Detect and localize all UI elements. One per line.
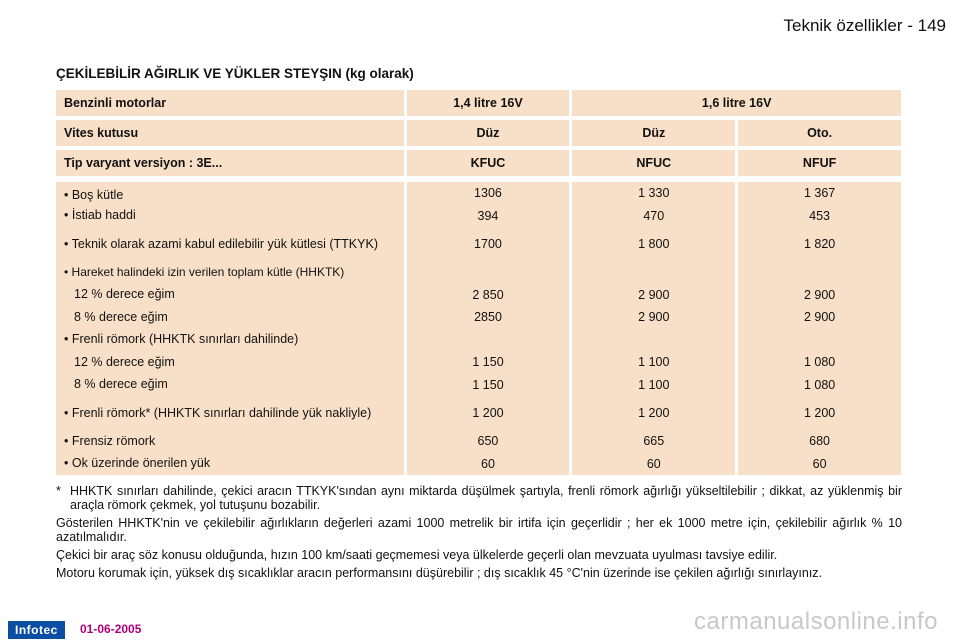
row-label: 8 % derece eğim — [74, 377, 168, 392]
row-label: • Hareket halindeki izin verilen toplam kütle (HHKTK) — [64, 264, 345, 279]
row-value: 60 — [738, 453, 901, 476]
page-header: Teknik özellikler - 149 — [783, 16, 946, 35]
row-label: 8 % derece eğim — [74, 309, 168, 324]
row-value: 1 150 — [407, 351, 570, 374]
row-value: 1 200 — [738, 396, 901, 430]
footnote — [56, 484, 902, 512]
table-row — [56, 205, 901, 228]
row-value: 1 100 — [572, 351, 735, 374]
row-value: 1 200 — [407, 396, 570, 430]
table-body — [56, 182, 901, 475]
row-label: • İstiab haddi — [64, 208, 136, 223]
row-value: 2850 — [407, 306, 570, 329]
gearbox-row — [56, 120, 901, 146]
row-value — [572, 329, 735, 352]
engine-14-header: 1,4 litre 16V — [407, 90, 570, 116]
row-value: 2 900 — [738, 306, 901, 329]
watermark: carmanualsonline.info — [694, 608, 938, 635]
row-value — [738, 261, 901, 284]
footnote-text: HHKTK sınırları dahilinde, çekici aracın TTKYK'sından aynı miktarda düşülmek şartıyla, frenli römork ağırlığı yükseltilebilir ; dikkat, az yüklenmiş bir araçla römork çekmek, yol tutuşunu bozabilir. — [70, 484, 902, 512]
table-row — [56, 261, 901, 284]
table-row — [56, 306, 901, 329]
row-value: 1 200 — [572, 396, 735, 430]
note-paragraph: Çekici bir araç söz konusu olduğunda, hızın 100 km/saati geçmemesi veya ülkelerde geçerli olan mevzuata uyulması tavsiye edilir. — [56, 548, 778, 562]
table-row — [56, 396, 901, 430]
row-label: • Teknik olarak azami kabul edilebilir yük kütlesi (TTKYK) — [64, 236, 378, 251]
gearbox-label: Vites kutusu — [56, 120, 404, 146]
table-row — [56, 182, 901, 205]
row-value — [738, 329, 901, 352]
note-paragraph: Motoru korumak için, yüksek dış sıcaklıklar aracın performansını düşürebilir ; dış sıcaklık 45 °C'nin üzerinde ise çekilen ağırlığı sınırlayınız. — [56, 566, 823, 580]
row-value: 665 — [572, 430, 735, 453]
row-value: 2 850 — [407, 284, 570, 307]
row-value: 650 — [407, 430, 570, 453]
document-title: ÇEKİLEBİLİR AĞIRLIK VE YÜKLER STEYŞIN (kg olarak) — [56, 66, 414, 81]
row-value: 2 900 — [572, 284, 735, 307]
row-value: 60 — [572, 453, 735, 476]
row-value: 2 900 — [738, 284, 901, 307]
row-label: • Frenli römork* (HHKTK sınırları dahilinde yük nakliyle) — [64, 405, 372, 420]
specs-table — [56, 90, 901, 475]
row-label: • Ok üzerinde önerilen yük — [64, 456, 211, 471]
notes-section — [56, 484, 902, 584]
row-value: 60 — [407, 453, 570, 476]
row-value — [572, 261, 735, 284]
table-row — [56, 329, 901, 352]
row-value: 1 800 — [572, 227, 735, 261]
row-value: 1 150 — [407, 374, 570, 397]
variant-value: NFUC — [572, 150, 735, 176]
row-value: 1700 — [407, 227, 570, 261]
row-label: 12 % derece eğim — [74, 354, 175, 369]
row-value: 1 080 — [738, 374, 901, 397]
row-value: 1 080 — [738, 351, 901, 374]
table-row — [56, 351, 901, 374]
footnote-marker: * — [56, 484, 61, 498]
infotec-logo: Infotec — [8, 621, 65, 639]
note-paragraph: Gösterilen HHKTK'nin ve çekilebilir ağırlıkların değerleri azami 1000 metrelik bir irtifa için geçerlidir ; her ek 1000 metre için, çekilebilir ağırlık % 10 azatılmalıdır. — [56, 516, 902, 544]
engine-label: Benzinli motorlar — [56, 90, 404, 116]
table-row — [56, 227, 901, 261]
engine-header-row — [56, 90, 901, 116]
row-value — [407, 261, 570, 284]
row-label: 12 % derece eğim — [74, 287, 175, 302]
row-value: 1306 — [407, 182, 570, 205]
gearbox-value: Oto. — [738, 120, 901, 146]
row-value: 2 900 — [572, 306, 735, 329]
gearbox-value: Düz — [407, 120, 570, 146]
variant-label: Tip varyant versiyon : 3E... — [56, 150, 404, 176]
variant-value: KFUC — [407, 150, 570, 176]
table-row — [56, 284, 901, 307]
row-value: 394 — [407, 205, 570, 228]
row-value: 1 100 — [572, 374, 735, 397]
gearbox-value: Düz — [572, 120, 735, 146]
row-value: 1 820 — [738, 227, 901, 261]
variant-row — [56, 150, 901, 176]
row-label: • Boş kütle — [64, 187, 124, 202]
row-label: • Frensiz römork — [64, 433, 156, 448]
engine-16-header: 1,6 litre 16V — [572, 90, 901, 116]
table-row — [56, 374, 901, 397]
variant-value: NFUF — [738, 150, 901, 176]
row-label: • Frenli römork (HHKTK sınırları dahilinde) — [64, 332, 299, 347]
table-row — [56, 453, 901, 476]
row-value: 470 — [572, 205, 735, 228]
row-value: 1 330 — [572, 182, 735, 205]
row-value: 680 — [738, 430, 901, 453]
row-value: 453 — [738, 205, 901, 228]
footer-date: 01-06-2005 — [80, 622, 142, 636]
row-value — [407, 329, 570, 352]
row-value: 1 367 — [738, 182, 901, 205]
table-row — [56, 430, 901, 453]
